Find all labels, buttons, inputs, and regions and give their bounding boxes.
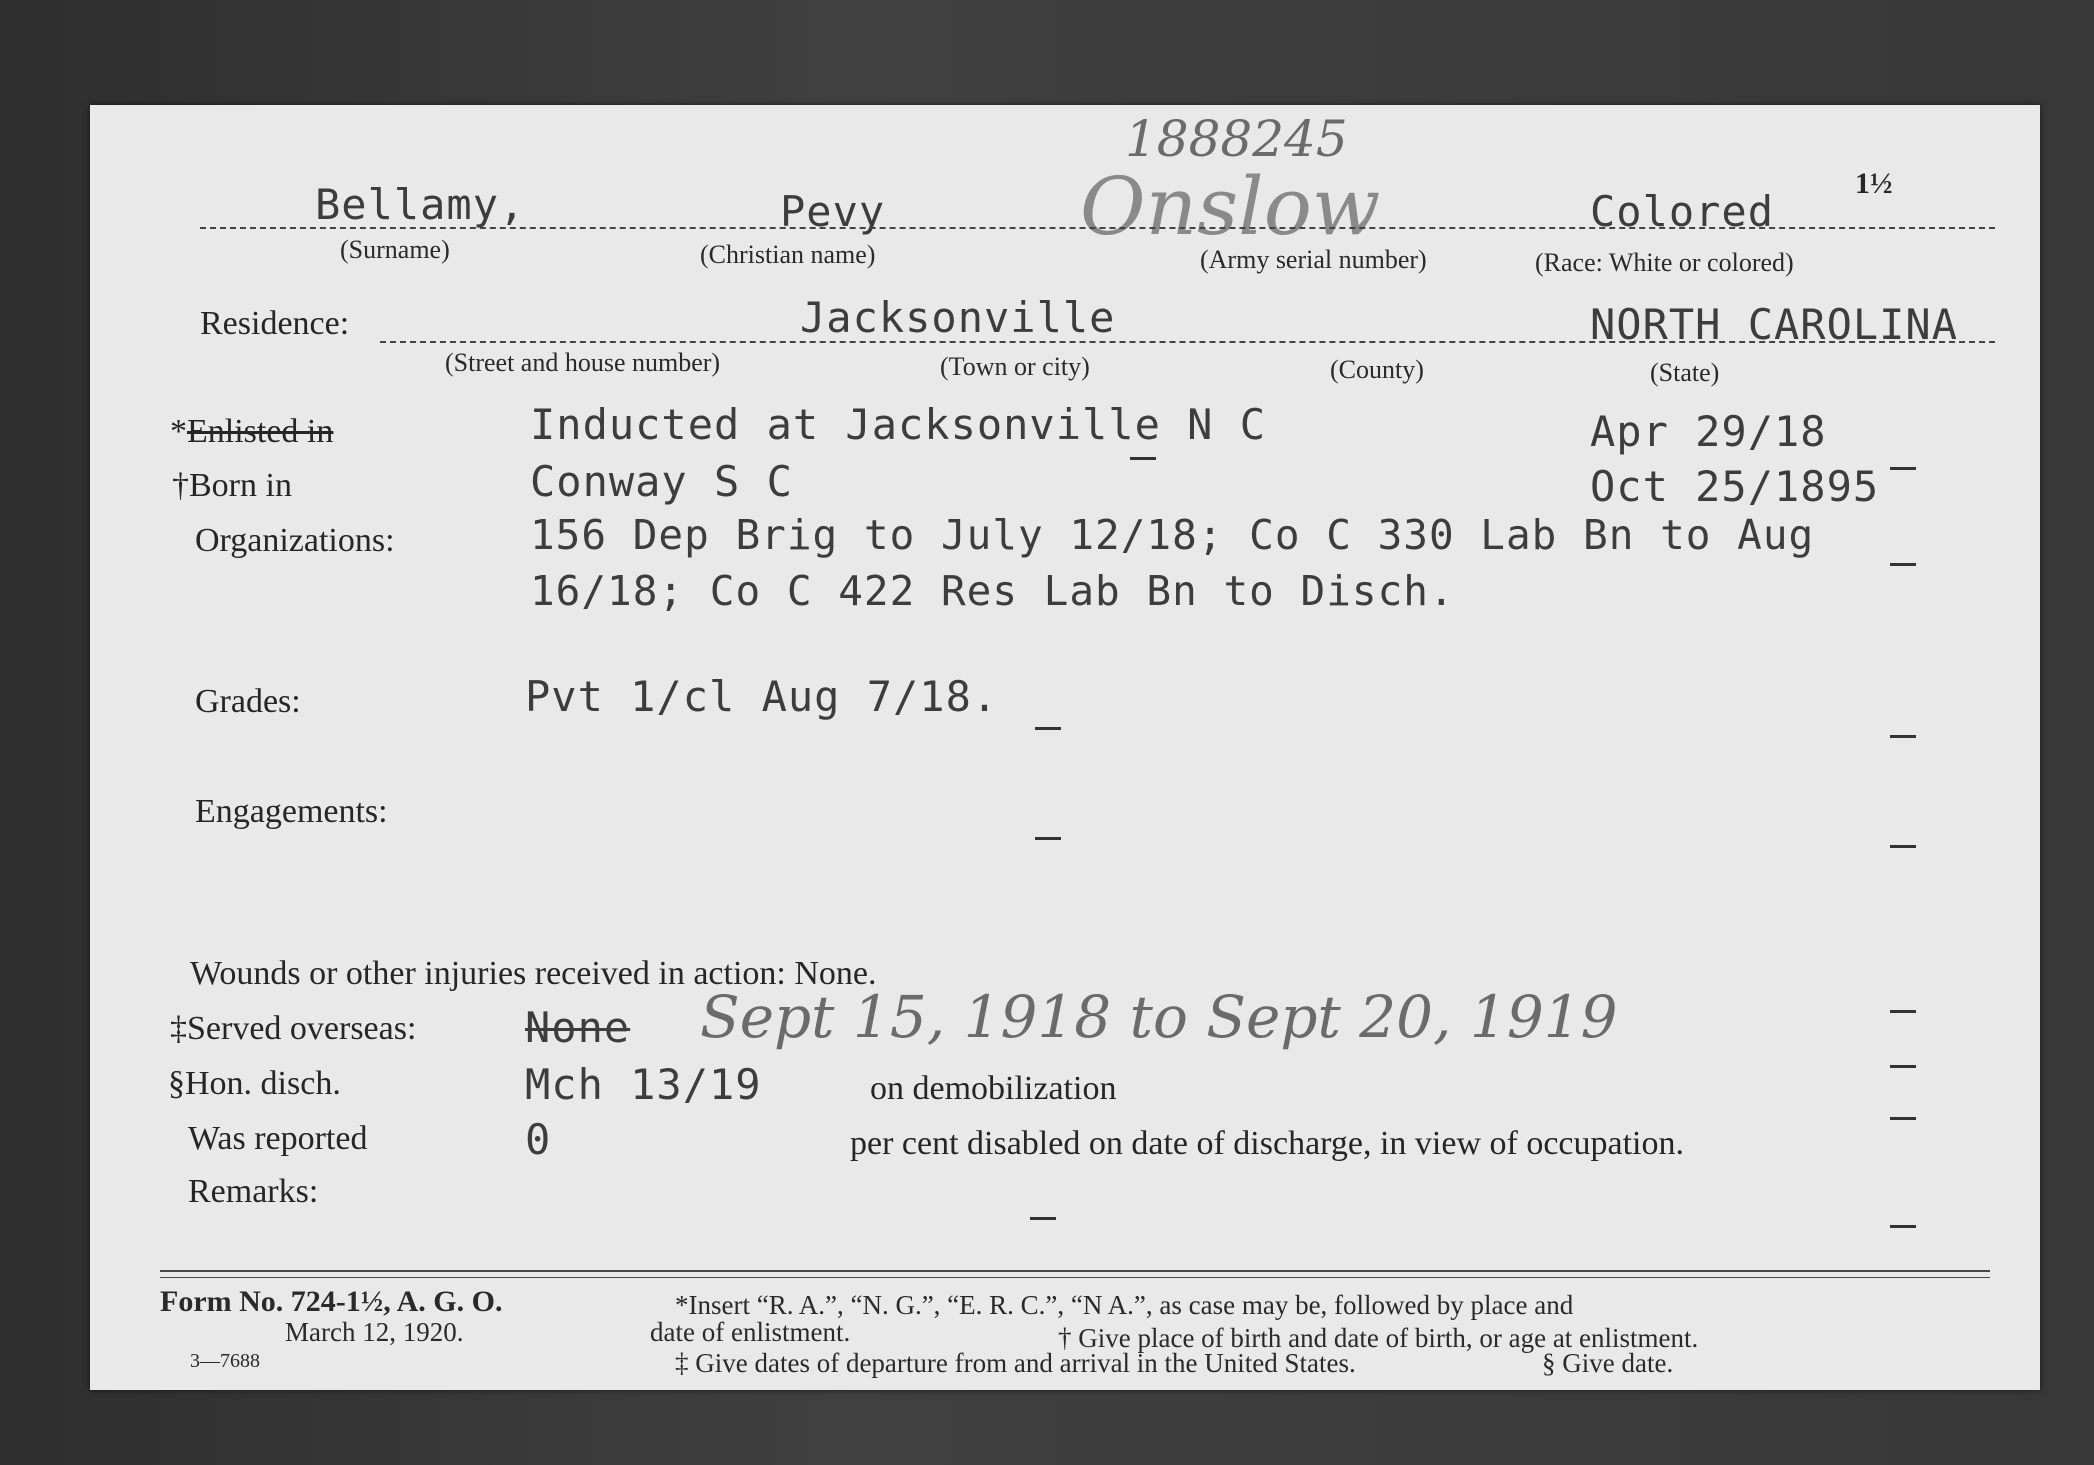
footer-rule-bottom — [160, 1277, 1990, 1278]
race-value: Colored — [1590, 187, 1775, 236]
tick-dash — [1890, 735, 1916, 738]
enlistment-date: Apr 29/18 — [1590, 407, 1827, 456]
wounds-label: Wounds or other injuries received in action: — [190, 955, 786, 992]
service-record-card — [90, 105, 2040, 1390]
wounds-value: None. — [794, 955, 877, 992]
born-label: Born in — [189, 467, 292, 504]
surname-value: Bellamy, — [315, 180, 526, 229]
tick-dash — [1890, 1010, 1916, 1013]
grades-label: Grades: — [195, 683, 301, 720]
tick-dash — [1890, 563, 1916, 566]
residence-label: Residence: — [200, 305, 350, 342]
handwritten-county: Onslow — [1080, 160, 1381, 253]
enlisted-marker: * — [170, 413, 187, 450]
form-date: March 12, 1920. — [285, 1317, 464, 1347]
overseas-label: Served overseas: — [187, 1010, 417, 1047]
enlisted-label: Enlisted in — [187, 413, 334, 450]
tick-dash — [1130, 457, 1156, 460]
birth-date-value: Oct 25/1895 — [1590, 462, 1880, 511]
form-code: 3—7688 — [190, 1350, 260, 1372]
organizations-line-2: 16/18; Co C 422 Res Lab Bn to Disch. — [530, 567, 1455, 615]
state-caption: (State) — [1650, 358, 1720, 387]
street-caption: (Street and house number) — [445, 348, 721, 377]
reported-label: Was reported — [188, 1120, 368, 1157]
footnote-enlistment: *Insert “R. A.”, “N. G.”, “E. R. C.”, “N A.”, as case may be, followed by place and — [675, 1290, 1574, 1320]
tick-dash — [1035, 837, 1061, 840]
residence-row-line — [380, 341, 1995, 343]
fraction-mark: 1½ — [1855, 167, 1893, 200]
footnote-birth: † Give place of birth and date of birth, or age at enlistment. — [1058, 1323, 1699, 1353]
enlistment-place: Inducted at Jacksonville N C — [530, 400, 1267, 449]
tick-dash — [1035, 727, 1061, 730]
tick-dash — [1890, 1065, 1916, 1068]
disability-percent: 0 — [525, 1115, 552, 1164]
form-number: Form No. 724-1½, A. G. O. — [160, 1285, 503, 1318]
overseas-marker: ‡ — [170, 1010, 187, 1047]
residence-state: NORTH CAROLINA — [1590, 300, 1959, 349]
surname-caption: (Surname) — [340, 235, 450, 264]
county-caption: (County) — [1330, 355, 1424, 384]
engagements-label: Engagements: — [195, 793, 388, 830]
tick-dash — [1890, 845, 1916, 848]
birthplace-value: Conway S C — [530, 457, 793, 506]
footnote-discharge: § Give date. — [1542, 1348, 1674, 1378]
tick-dash — [1890, 1117, 1916, 1120]
footer-rule-top — [160, 1270, 1990, 1272]
born-marker: † — [172, 467, 189, 504]
race-caption: (Race: White or colored) — [1535, 248, 1794, 277]
grades-value: Pvt 1/cl Aug 7/18. — [525, 672, 999, 721]
footnote-overseas: ‡ Give dates of departure from and arrival in the United States. — [675, 1348, 1356, 1378]
discharge-marker: § — [168, 1065, 185, 1102]
footnote-enlistment-cont: date of enlistment. — [650, 1317, 851, 1347]
discharge-reason: on demobilization — [870, 1070, 1117, 1107]
remarks-label: Remarks: — [188, 1173, 319, 1210]
overseas-handwritten-dates: Sept 15, 1918 to Sept 20, 1919 — [700, 983, 1618, 1051]
organizations-line-1: 156 Dep Brig to July 12/18; Co C 330 Lab Bn to Aug — [530, 511, 1815, 559]
serial-caption: (Army serial number) — [1200, 245, 1427, 274]
tick-dash — [1030, 1217, 1056, 1220]
overseas-typed-value: None — [525, 1003, 631, 1052]
handwritten-serial-number: 1888245 — [1125, 110, 1348, 168]
christian-name-value: Pevy — [780, 187, 886, 236]
christian-name-caption: (Christian name) — [700, 240, 876, 269]
town-caption: (Town or city) — [940, 352, 1090, 381]
discharge-label: Hon. disch. — [185, 1065, 341, 1102]
disability-text: per cent disabled on date of discharge, in view of occupation. — [850, 1125, 1684, 1162]
tick-dash — [1890, 1225, 1916, 1228]
name-row-line — [200, 227, 1995, 229]
tick-dash — [1890, 467, 1916, 470]
discharge-date: Mch 13/19 — [525, 1060, 762, 1109]
organizations-label: Organizations: — [195, 522, 395, 559]
residence-city: Jacksonville — [800, 293, 1116, 342]
